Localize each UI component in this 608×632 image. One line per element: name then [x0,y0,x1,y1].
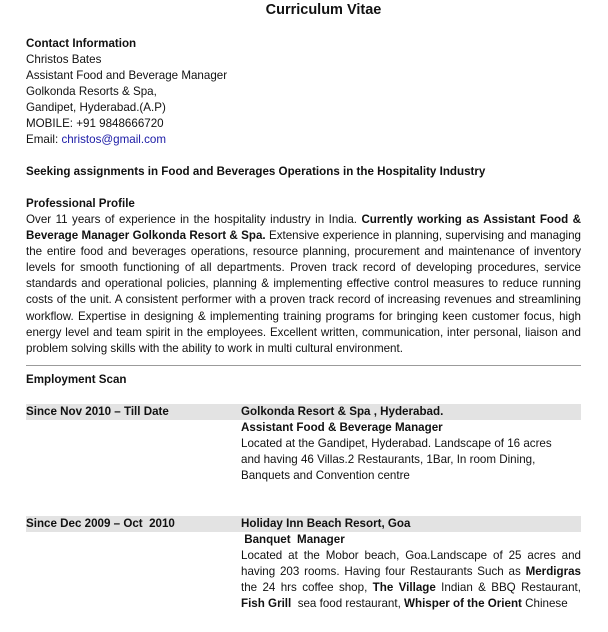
job-entry [26,404,581,484]
contact-position: Assistant Food and Beverage Manager [26,69,228,82]
job-employer: Golkonda Resort & Spa , Hyderabad. [241,404,444,418]
objective-statement: Seeking assignments in Food and Beverages Operations in the Hospitality Industry [26,165,486,178]
job-body-row [26,532,581,612]
job-description-line: Banquets and Convention centre [241,468,410,482]
job-dates: Since Dec 2009 – Oct 2010 [26,516,175,530]
job-body-row [26,420,581,484]
document-title: Curriculum Vitae [265,2,382,18]
contact-company: Golkonda Resorts & Spa, [26,85,157,98]
job-description-line: Located at the Gandipet, Hyderabad. Landscape of 16 acres [241,436,552,450]
job-header-row [26,404,581,420]
employment-section [26,372,581,612]
contact-location: Gandipet, Hyderabad.(A.P) [26,101,166,114]
contact-email-row [26,132,581,148]
job-role: Assistant Food & Beverage Manager [241,420,443,434]
profile-text [26,212,581,357]
profile-text-part: Extensive experience in planning, supervising and managing the entire food and beverages operations, resource planning, procurement and maintenance of inventory levels for smooth functioning of all departments. Proven track record of developing procedures, service standards and operational policies, planning & implementing effective control measures to reduce running costs of the unit. A consistent performer with a proven track record of increasing revenues and streamlining workflow. Expertise in designing & implementing training programs for bringing keen customer focus, high energy level and team spirit in the employees. Excellent written, communication, inter personal, liaison and problem solving skills with the ability to work in multi cultural environment. [26,229,581,355]
job-employer: Holiday Inn Beach Resort, Goa [241,516,411,530]
job-dates: Since Nov 2010 – Till Date [26,404,169,418]
job-entry [26,516,581,612]
profile-section [26,196,581,357]
contact-heading: Contact Information [26,37,137,50]
email-link[interactable]: christos@gmail.com [61,133,166,146]
contact-name: Christos Bates [26,53,102,66]
email-label: Email: [26,133,62,146]
section-divider [26,365,581,366]
job-role: Banquet Manager [241,532,345,546]
contact-section [26,36,581,148]
job-header-row [26,516,581,532]
profile-text-bold: Currently working as Assistant Food & Beverage Manager Golkonda Resort & Spa. [26,213,581,243]
employment-heading: Employment Scan [26,372,127,386]
profile-text-part: Over 11 years of experience in the hospitality industry in India. [26,213,362,226]
profile-heading: Professional Profile [26,197,135,210]
job-description: Located at the Mobor beach, Goa.Landscape of 25 acres and having 203 rooms. Having four Restaurants Such as Merdigras the 24 hrs coffee shop, The Village Indian & BBQ Restaurant, Fish Grill sea food restaurant, Whisper of the Orient Chinese [241,548,581,611]
contact-mobile: MOBILE: +91 9848666720 [26,117,164,130]
job-description-line: and having 46 Villas.2 Restaurants, 1Bar, In room Dining, [241,452,536,466]
cv-page [26,0,581,612]
